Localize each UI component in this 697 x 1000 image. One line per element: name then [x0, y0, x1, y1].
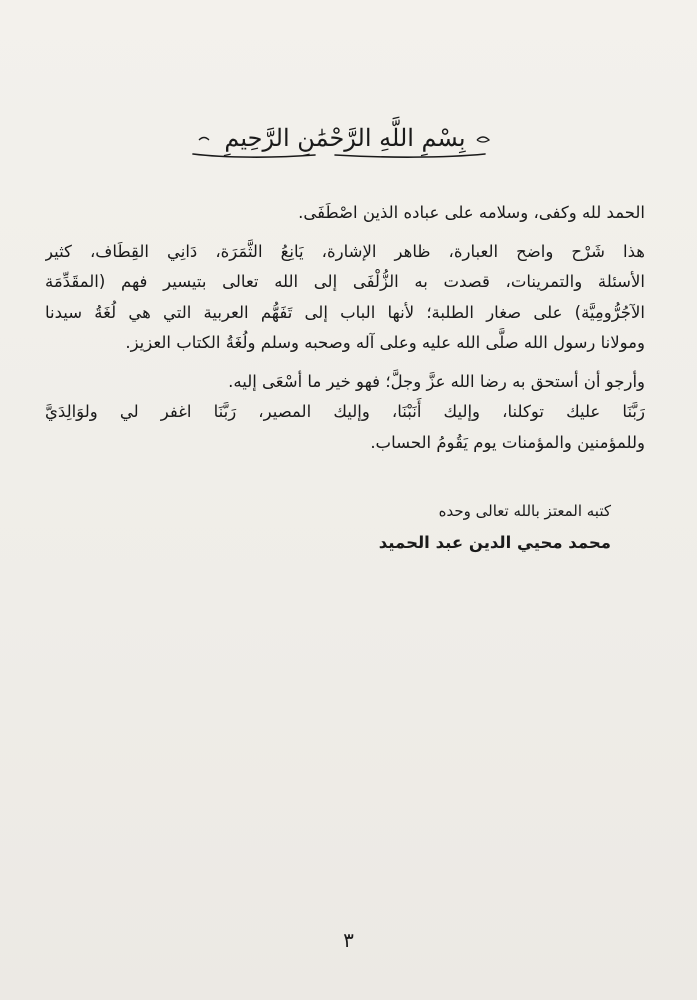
text-line: الحمد لله وكفى، وسلامه على عباده الذين اصْطَفَى. — [298, 203, 645, 222]
text-line: وأرجو أن أستحق به رضا الله عزَّ وجلَّ؛ فهو خير ما أسْعَى إليه. — [228, 371, 645, 391]
text-line: الآجُرُّومِيَّة) على صغار الطلبة؛ لأنها الباب إلى تَفَهُّم العربية التي هي لُغَةُ سيدنا — [45, 302, 645, 322]
text-line: ومولانا رسول الله صلَّى الله عليه وعلى آله وصحبه وسلم ولُغَةُ الكتاب العزيز. — [125, 333, 645, 352]
page-number: ٣ — [343, 928, 354, 952]
text-line: وللمؤمنين والمؤمنات يوم يَقُومُ الحساب. — [370, 432, 645, 452]
text-line: الأسئلة والتمرينات، قصدت به الزُّلْفَى إلى الله تعالى بتيسير فهم (المقَدِّمَة — [45, 272, 645, 291]
preface-text — [45, 198, 645, 458]
signature-dedication: كتبه المعتز بالله تعالى وحده — [438, 502, 611, 520]
text-line: هذا شَرْح واضح العبارة، ظاهر الإشارة، يَانِعُ الثَّمَرَة، دَانِي القِطَاف، كثير — [45, 241, 645, 261]
author-name: محمد محيي الدين عبد الحميد — [378, 533, 611, 552]
basmala-header — [185, 118, 505, 166]
basmala-text: بِسْمِ اللَّهِ الرَّحْمَٰنِ الرَّحِيمِ — [224, 124, 466, 152]
text-line: رَبَّنَا عليك توكلنا، وإليك أَنَبْنَا، وإليك المصير، رَبَّنَا اغفر لي ولوَالِدَيَّ — [45, 402, 645, 421]
